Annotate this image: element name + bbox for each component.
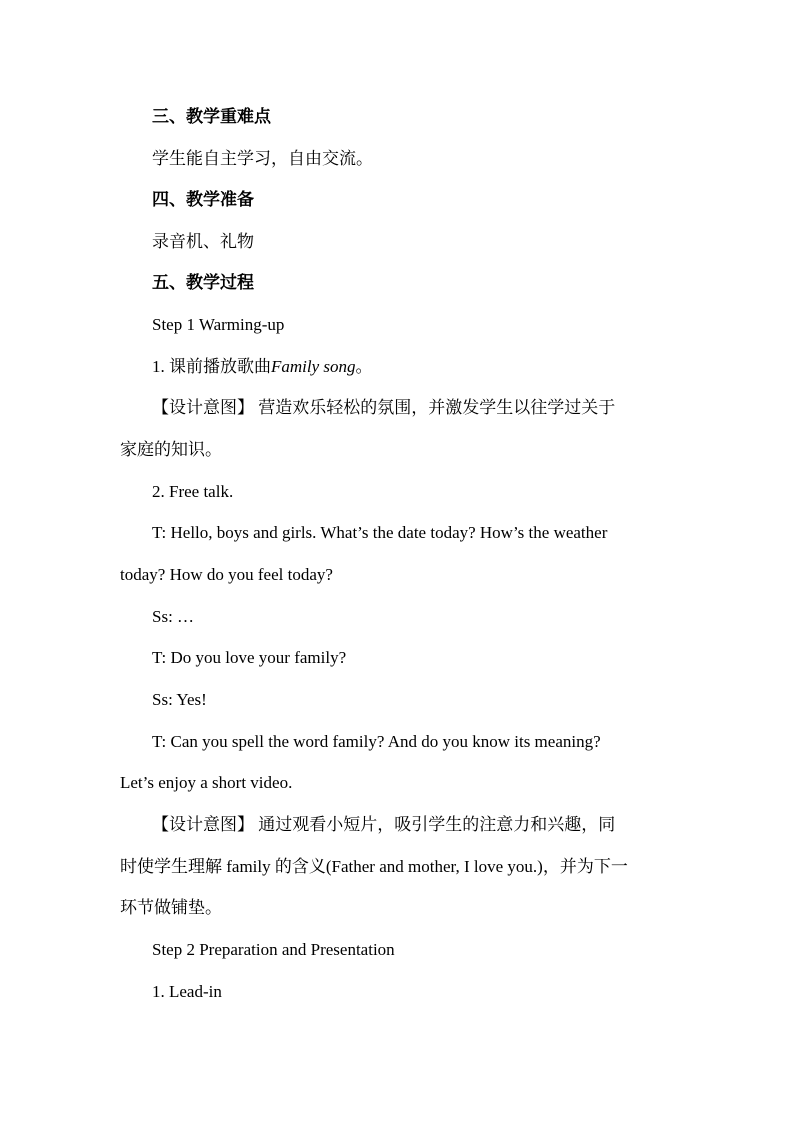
dialog-students-2: Ss: Yes! [152, 690, 207, 709]
dialog-teacher-3-line1: T: Can you spell the word family? And do you know its meaning? [152, 732, 601, 751]
step1-item1 [152, 356, 373, 378]
dialog-teacher-3-line2: Let’s enjoy a short video. [120, 773, 293, 792]
design-intent-2-line1: 【设计意图】 通过观看小短片，吸引学生的注意力和兴趣，同 [152, 815, 616, 834]
step2-item1: 1. Lead-in [152, 982, 222, 1001]
dialog-teacher-1-line2: today? How do you feel today? [120, 565, 333, 584]
design-intent-1-line1: 【设计意图】 营造欢乐轻松的氛围，并激发学生以往学过关于 [152, 398, 616, 417]
step2-title: Step 2 Preparation and Presentation [152, 940, 395, 959]
dialog-teacher-1-line1: T: Hello, boys and girls. What’s the date today? How’s the weather [152, 523, 608, 542]
step1-item1-prefix: 1. 课前播放歌曲 [152, 357, 271, 376]
song-title: Family song [271, 357, 356, 376]
preparation-text: 录音机、礼物 [152, 232, 254, 251]
section-heading-process: 五、教学过程 [152, 273, 254, 292]
key-points-text: 学生能自主学习，自由交流。 [152, 149, 373, 168]
dialog-teacher-2: T: Do you love your family? [152, 648, 347, 667]
dialog-students-1: Ss: … [152, 607, 195, 626]
design-intent-2-line2: 时使学生理解 family 的含义(Father and mother, I love you.)，并为下一 [120, 857, 628, 876]
design-intent-1-line2: 家庭的知识。 [120, 440, 222, 459]
section-heading-key-points: 三、教学重难点 [152, 107, 271, 126]
step1-item1-suffix: 。 [355, 357, 373, 376]
step1-title: Step 1 Warming-up [152, 315, 285, 334]
section-heading-preparation: 四、教学准备 [152, 190, 254, 209]
design-intent-2-line3: 环节做铺垫。 [120, 898, 222, 917]
step1-item2: 2. Free talk. [152, 482, 234, 501]
